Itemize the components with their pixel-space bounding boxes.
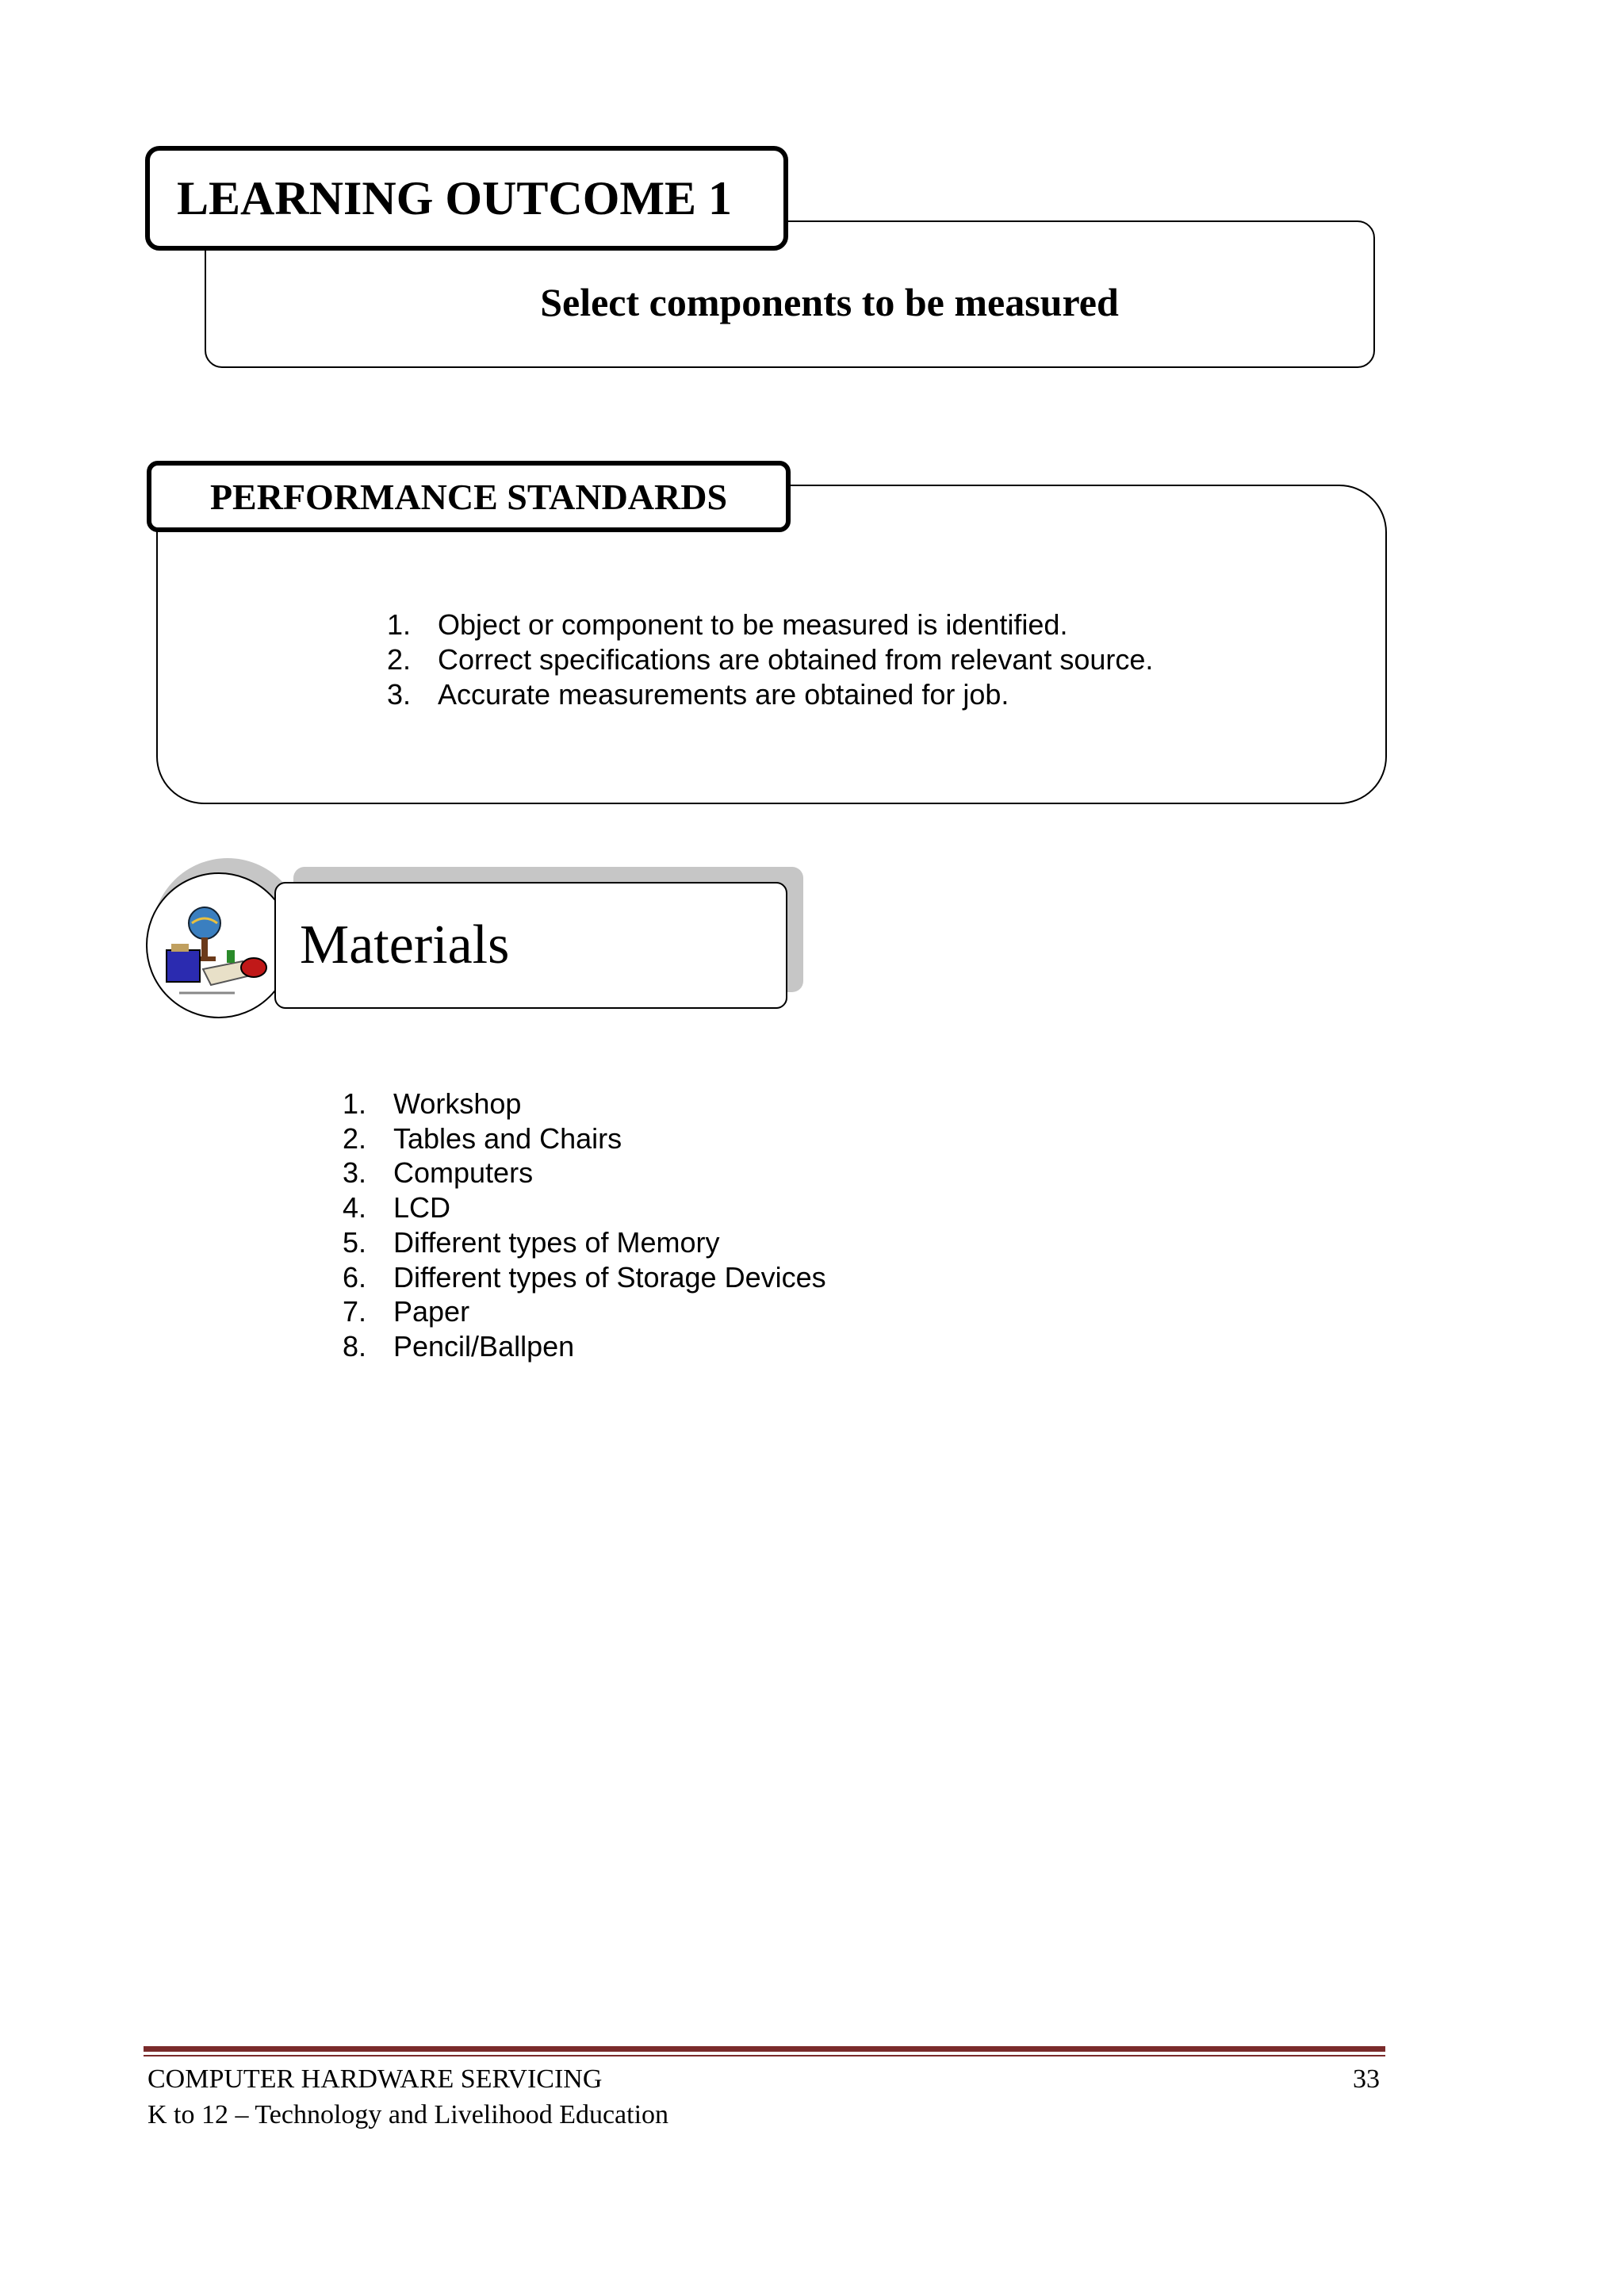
materials-clipart-icon <box>146 872 292 1018</box>
list-item: 3. Computers <box>343 1156 534 1190</box>
list-item: 2. Tables and Chairs <box>343 1121 622 1155</box>
materials-list <box>343 1087 826 1364</box>
footer-rule-thick <box>144 2046 1385 2052</box>
list-item: 2. Correct specifications are obtained from relevant source. <box>387 643 1154 676</box>
performance-standards-title: PERFORMANCE STANDARDS <box>147 461 791 532</box>
list-item: 5. Different types of Memory <box>343 1225 720 1259</box>
list-item: 4. LCD <box>343 1191 451 1225</box>
page-number: 33 <box>1353 2064 1380 2094</box>
list-item: 1. Workshop <box>343 1087 522 1120</box>
list-item: 7. Paper <box>343 1295 470 1328</box>
footer-subtitle: K to 12 – Technology and Livelihood Education <box>147 2100 669 2129</box>
list-item: 8. Pencil/Ballpen <box>343 1329 575 1363</box>
materials-title: Materials <box>274 882 787 1009</box>
performance-standards-list <box>387 608 1153 712</box>
list-item: 1. Object or component to be measured is identified. <box>387 608 1068 641</box>
footer-rule-thin <box>144 2055 1385 2056</box>
learning-outcome-title: LEARNING OUTCOME 1 <box>145 146 788 251</box>
list-item: 3. Accurate measurements are obtained for job. <box>387 678 1009 711</box>
list-item: 6. Different types of Storage Devices <box>343 1260 826 1294</box>
footer-title: COMPUTER HARDWARE SERVICING <box>147 2064 603 2094</box>
learning-outcome-subtitle: Select components to be measured <box>540 280 1119 324</box>
